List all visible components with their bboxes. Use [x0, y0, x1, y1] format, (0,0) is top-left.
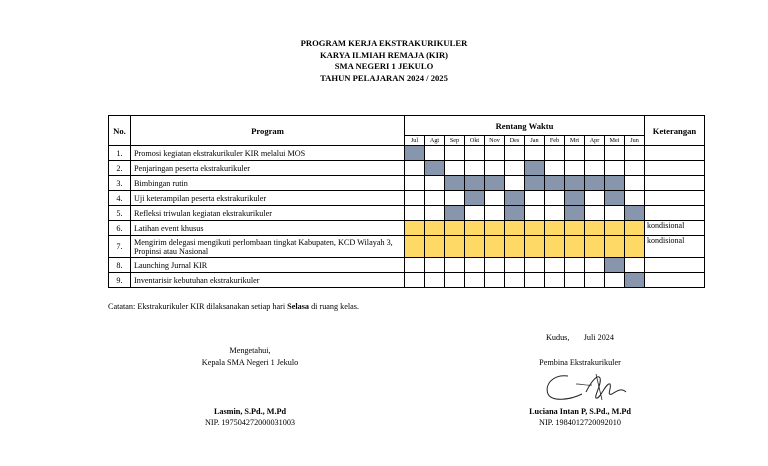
- schedule-cell-active: [545, 176, 565, 191]
- schedule-cell-active: [565, 206, 585, 221]
- program-name: Uji keterampilan peserta ekstrakurikuler: [131, 191, 405, 206]
- schedule-cell: [505, 146, 525, 161]
- schedule-cell: [465, 258, 485, 273]
- schedule-cell-active: [525, 176, 545, 191]
- column-header-rentang-waktu: Rentang Waktu: [405, 116, 645, 136]
- schedule-cell: [565, 258, 585, 273]
- schedule-cell: [405, 176, 425, 191]
- schedule-cell-active: [465, 221, 485, 236]
- schedule-cell: [625, 191, 645, 206]
- row-number: 5.: [109, 206, 131, 221]
- table-row: [109, 258, 705, 273]
- month-header: Jun: [625, 136, 645, 146]
- right-signature-title: Pembina Ekstrakurikuler: [539, 358, 621, 367]
- schedule-cell: [545, 191, 565, 206]
- month-header: Nov: [485, 136, 505, 146]
- note-suffix: di ruang kelas.: [309, 302, 360, 311]
- schedule-cell-active: [505, 236, 525, 258]
- note-prefix: Catatan: Ekstrakurikuler KIR dilaksanakan setiap hari: [108, 302, 288, 311]
- schedule-cell-active: [605, 221, 625, 236]
- schedule-cell: [505, 273, 525, 288]
- table-row: [109, 236, 705, 258]
- schedule-cell-active: [465, 176, 485, 191]
- schedule-cell-active: [505, 221, 525, 236]
- schedule-cell: [465, 206, 485, 221]
- schedule-cell: [625, 161, 645, 176]
- schedule-cell: [525, 206, 545, 221]
- program-name: Penjaringan peserta ekstrakurikuler: [131, 161, 405, 176]
- schedule-cell: [425, 146, 445, 161]
- schedule-cell: [485, 161, 505, 176]
- schedule-cell: [405, 191, 425, 206]
- schedule-cell: [465, 161, 485, 176]
- header-line-3: SMA NEGERI 1 JEKULO: [334, 61, 434, 71]
- schedule-cell: [505, 176, 525, 191]
- program-name: Promosi kegiatan ekstrakurikuler KIR melalui MOS: [131, 146, 405, 161]
- program-table: [108, 115, 705, 288]
- schedule-cell: [585, 146, 605, 161]
- right-signature-name: Luciana Intan P, S.Pd., M.Pd: [529, 407, 631, 416]
- schedule-cell-active: [605, 176, 625, 191]
- schedule-cell: [585, 258, 605, 273]
- table-row: [109, 191, 705, 206]
- schedule-cell: [445, 146, 465, 161]
- schedule-cell: [625, 258, 645, 273]
- schedule-cell: [525, 273, 545, 288]
- table-row: [109, 161, 705, 176]
- schedule-cell: [605, 146, 625, 161]
- left-signature-name: Lasmin, S.Pd., M.Pd: [213, 407, 287, 416]
- schedule-cell-active: [485, 236, 505, 258]
- schedule-cell: [525, 191, 545, 206]
- month-header: Mrt: [565, 136, 585, 146]
- schedule-cell: [405, 161, 425, 176]
- schedule-cell: [565, 146, 585, 161]
- row-number: 2.: [109, 161, 131, 176]
- program-name: Bimbingan rutin: [131, 176, 405, 191]
- schedule-cell: [445, 161, 465, 176]
- month-header: Des: [505, 136, 525, 146]
- schedule-cell: [465, 273, 485, 288]
- schedule-cell-active: [565, 236, 585, 258]
- schedule-cell: [485, 258, 505, 273]
- keterangan-cell: [645, 146, 705, 161]
- left-signature-nip: NIP. 197504272000031003: [204, 418, 296, 427]
- schedule-cell: [625, 176, 645, 191]
- schedule-cell-active: [525, 236, 545, 258]
- schedule-cell-active: [485, 221, 505, 236]
- schedule-cell: [585, 206, 605, 221]
- schedule-cell: [425, 176, 445, 191]
- keterangan-cell: kondisional: [645, 236, 705, 258]
- program-name: Inventarisir kebutuhan ekstrakurikuler: [131, 273, 405, 288]
- schedule-cell-active: [565, 176, 585, 191]
- schedule-cell: [545, 161, 565, 176]
- schedule-cell-active: [445, 206, 465, 221]
- schedule-cell: [585, 273, 605, 288]
- schedule-cell: [405, 273, 425, 288]
- month-header: Jan: [525, 136, 545, 146]
- schedule-cell-active: [565, 191, 585, 206]
- schedule-cell-active: [445, 236, 465, 258]
- schedule-cell-active: [405, 236, 425, 258]
- keterangan-cell: [645, 206, 705, 221]
- schedule-cell: [505, 258, 525, 273]
- schedule-cell-active: [545, 236, 565, 258]
- schedule-cell-active: [445, 221, 465, 236]
- schedule-cell: [525, 258, 545, 273]
- month-header: Apr: [585, 136, 605, 146]
- schedule-cell: [485, 191, 505, 206]
- schedule-cell-active: [505, 191, 525, 206]
- right-signature-place-date: Kudus, Juli 2024: [545, 333, 614, 342]
- schedule-cell-active: [445, 176, 465, 191]
- month-header: Jul: [405, 136, 425, 146]
- schedule-cell: [605, 206, 625, 221]
- keterangan-cell: [645, 191, 705, 206]
- schedule-cell: [545, 146, 565, 161]
- row-number: 8.: [109, 258, 131, 273]
- month-header: Okt: [465, 136, 485, 146]
- program-name: Latihan event khusus: [131, 221, 405, 236]
- schedule-cell: [425, 273, 445, 288]
- row-number: 7.: [109, 236, 131, 258]
- schedule-cell: [445, 273, 465, 288]
- column-header-program: Program: [131, 116, 405, 146]
- left-signature-title: Kepala SMA Negeri 1 Jekulo: [201, 358, 299, 367]
- schedule-cell: [445, 191, 465, 206]
- schedule-cell-active: [605, 236, 625, 258]
- schedule-cell: [405, 258, 425, 273]
- schedule-cell: [565, 161, 585, 176]
- schedule-cell-active: [565, 221, 585, 236]
- schedule-cell: [585, 191, 605, 206]
- schedule-cell: [545, 258, 565, 273]
- schedule-cell: [485, 146, 505, 161]
- schedule-cell: [445, 258, 465, 273]
- program-name: Mengirim delegasi mengikuti perlombaan tingkat Kabupaten, KCD Wilayah 3, Propinsi atau Nasional: [131, 236, 405, 258]
- right-signature-nip: NIP. 1984012720092010: [539, 418, 621, 427]
- note-text: [108, 302, 359, 311]
- schedule-cell-active: [585, 176, 605, 191]
- table-row: [109, 273, 705, 288]
- schedule-cell-active: [525, 161, 545, 176]
- schedule-cell-active: [545, 221, 565, 236]
- schedule-cell-active: [465, 236, 485, 258]
- schedule-cell: [625, 146, 645, 161]
- schedule-cell-active: [465, 191, 485, 206]
- schedule-cell: [545, 273, 565, 288]
- schedule-cell-active: [425, 236, 445, 258]
- schedule-cell: [405, 206, 425, 221]
- month-header: Agt: [425, 136, 445, 146]
- schedule-cell-active: [605, 191, 625, 206]
- table-row: [109, 176, 705, 191]
- keterangan-cell: kondisional: [645, 221, 705, 236]
- schedule-cell-active: [625, 206, 645, 221]
- schedule-cell-active: [405, 221, 425, 236]
- schedule-cell: [605, 273, 625, 288]
- table-row: [109, 206, 705, 221]
- program-name: Launching Jurnal KIR: [131, 258, 405, 273]
- schedule-cell-active: [505, 206, 525, 221]
- header-line-1: PROGRAM KERJA EKSTRAKURIKULER: [300, 38, 468, 48]
- schedule-cell-active: [425, 161, 445, 176]
- schedule-cell-active: [585, 221, 605, 236]
- schedule-cell-active: [425, 221, 445, 236]
- keterangan-cell: [645, 258, 705, 273]
- document-header: [0, 38, 768, 84]
- schedule-cell: [525, 146, 545, 161]
- keterangan-cell: [645, 161, 705, 176]
- schedule-cell-active: [485, 176, 505, 191]
- schedule-cell: [605, 161, 625, 176]
- row-number: 4.: [109, 191, 131, 206]
- schedule-cell-active: [525, 221, 545, 236]
- row-number: 3.: [109, 176, 131, 191]
- program-name: Refleksi triwulan kegiatan ekstrakurikuler: [131, 206, 405, 221]
- schedule-cell-active: [625, 236, 645, 258]
- schedule-cell-active: [625, 221, 645, 236]
- schedule-cell: [425, 191, 445, 206]
- schedule-cell-active: [625, 273, 645, 288]
- table-row: [109, 221, 705, 236]
- column-header-no: No.: [109, 116, 131, 146]
- month-header: Mei: [605, 136, 625, 146]
- schedule-cell: [585, 161, 605, 176]
- keterangan-cell: [645, 273, 705, 288]
- month-header: Feb: [545, 136, 565, 146]
- column-header-keterangan: Keterangan: [645, 116, 705, 146]
- left-signature-acknowledge: Mengetahui,: [229, 346, 271, 355]
- table-row: [109, 146, 705, 161]
- schedule-cell: [565, 273, 585, 288]
- header-line-4: TAHUN PELAJARAN 2024 / 2025: [320, 72, 448, 83]
- schedule-cell: [545, 206, 565, 221]
- schedule-cell: [425, 206, 445, 221]
- schedule-cell-active: [585, 236, 605, 258]
- schedule-cell: [425, 258, 445, 273]
- schedule-cell-active: [405, 146, 425, 161]
- note-day: Selasa: [287, 302, 310, 311]
- month-header: Sep: [445, 136, 465, 146]
- handwritten-signature: [540, 370, 630, 406]
- schedule-cell: [465, 146, 485, 161]
- keterangan-cell: [645, 176, 705, 191]
- row-number: 6.: [109, 221, 131, 236]
- row-number: 9.: [109, 273, 131, 288]
- schedule-cell: [485, 206, 505, 221]
- schedule-cell: [485, 273, 505, 288]
- schedule-cell: [505, 161, 525, 176]
- row-number: 1.: [109, 146, 131, 161]
- schedule-cell-active: [605, 258, 625, 273]
- header-line-2: KARYA ILMIAH REMAJA (KIR): [319, 49, 449, 60]
